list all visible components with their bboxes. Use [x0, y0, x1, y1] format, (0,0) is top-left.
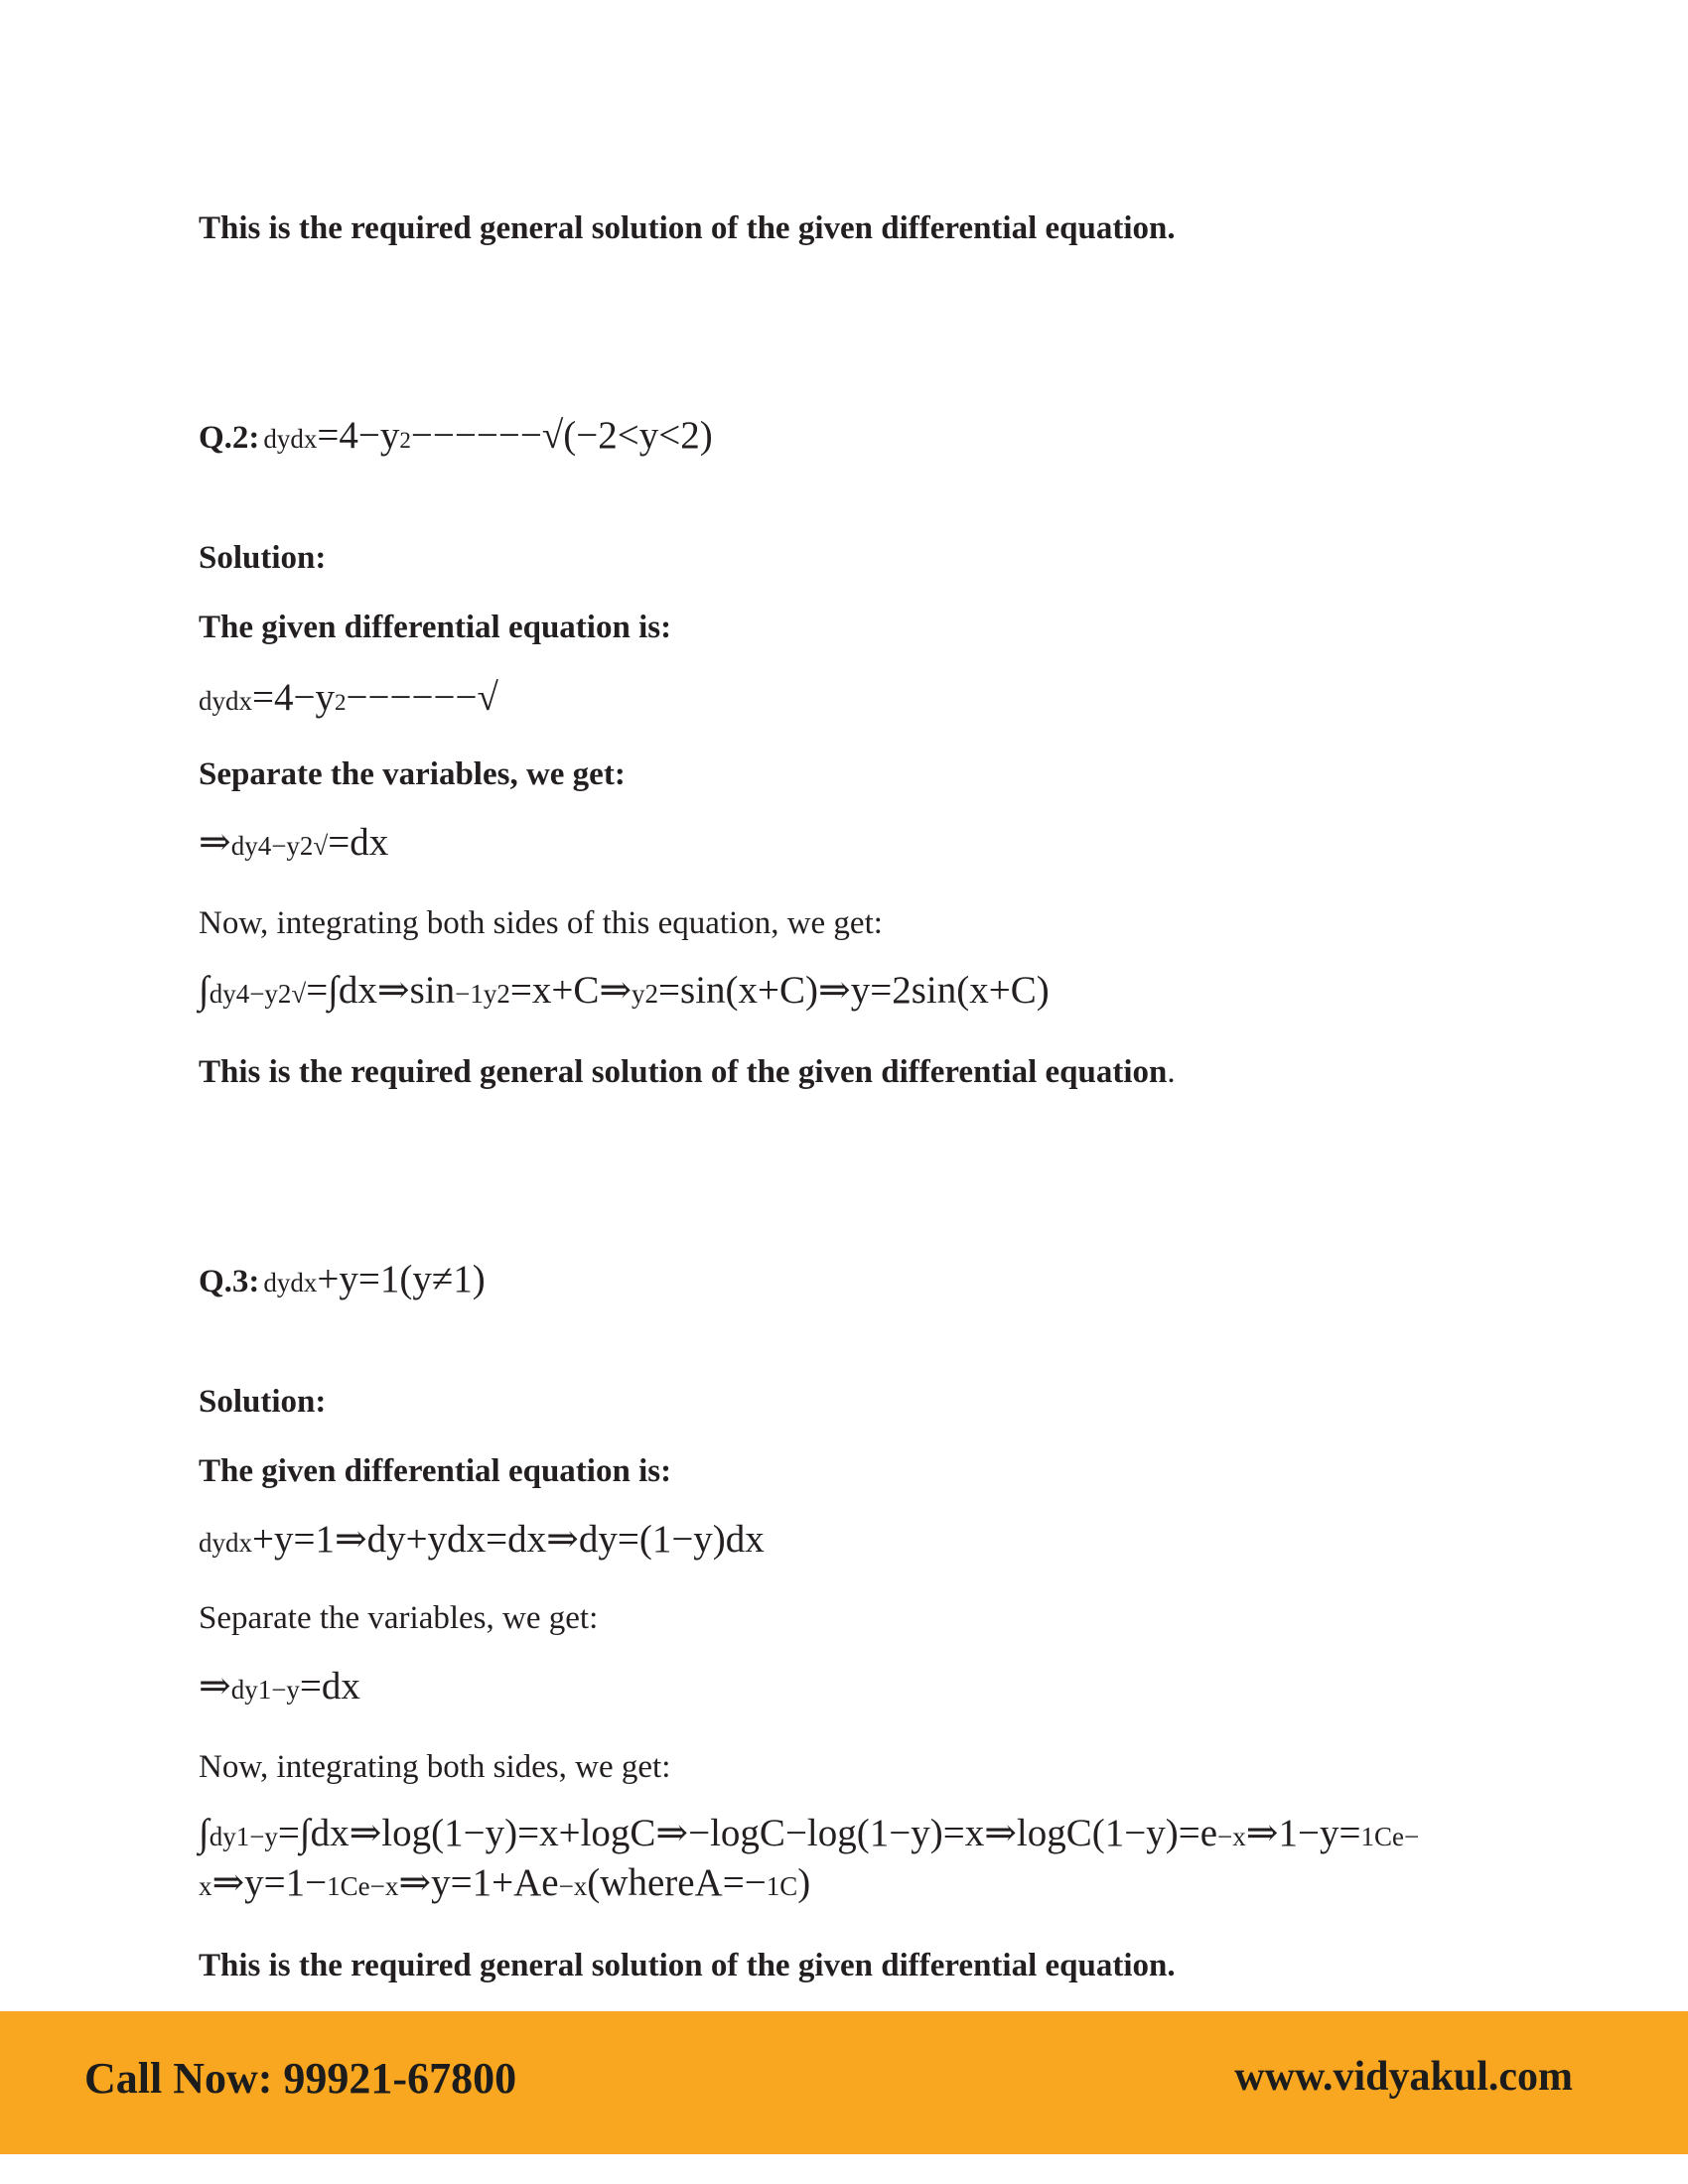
q2-eq3-part-c: =x+C⇒	[509, 969, 633, 1012]
footer-website-link[interactable]: www.vidyakul.com	[1234, 2054, 1573, 2100]
q3-eq2-implies: ⇒	[199, 1665, 231, 1707]
q2-eq1-main: =4−y	[252, 676, 335, 719]
q3-eq2-fraction: dy1−y	[230, 1675, 300, 1705]
q3-equation-3-line-1	[199, 1811, 1419, 1855]
q3-eq3-l2-x: x	[199, 1871, 212, 1901]
q2-question-exp: 2	[399, 428, 411, 453]
footer-phone[interactable]: Call Now: 99921-67800	[84, 2054, 517, 2103]
q2-eq2-fraction: dy4−y2√	[230, 831, 329, 861]
q2-conclusion	[199, 1054, 1176, 1091]
q2-eq1-dydx: dydx	[199, 686, 252, 716]
q3-eq3-frac-1c: 1Ce−	[1360, 1822, 1420, 1851]
q2-eq2-implies: ⇒	[199, 821, 231, 864]
q3-eq3-l2-a: ⇒y=1−	[211, 1861, 328, 1904]
q3-eq3-l2-exp: −x	[558, 1871, 588, 1901]
q3-eq2-rhs: =dx	[299, 1665, 360, 1707]
q3-solution-label: Solution:	[199, 1384, 327, 1420]
q3-eq3-part-c: ⇒1−y=	[1245, 1812, 1361, 1854]
q3-conclusion: This is the required general solution of the given differential equation.	[199, 1948, 1176, 1983]
q3-eq3-exp: −x	[1217, 1822, 1246, 1851]
q3-question-main: +y=1(y≠1)	[317, 1258, 486, 1300]
q3-equation-3-line-2	[199, 1860, 810, 1905]
q3-eq1-main: +y=1⇒dy+ydx=dx⇒dy=(1−y)dx	[252, 1518, 765, 1561]
q2-eq2-rhs: =dx	[328, 821, 389, 864]
q2-label: Q.2:	[199, 420, 260, 456]
q2-integrate-label: Now, integrating both sides of this equation, we get:	[199, 905, 883, 941]
q2-eq3-y2: y2	[632, 979, 659, 1009]
q2-eq3-part-d: =sin(x+C)⇒y=2sin(x+C)	[658, 969, 1050, 1012]
q2-eq3-fraction: dy4−y2√	[209, 979, 307, 1009]
q3-equation-2	[199, 1664, 360, 1708]
q3-question	[199, 1257, 486, 1301]
q2-eq1-rest: −−−−−−√	[346, 676, 498, 719]
q3-eq3-l2-b: ⇒y=1+Ae	[398, 1861, 559, 1904]
q3-given-label: The given differential equation is:	[199, 1453, 672, 1489]
q3-eq3-part-b: =∫dx⇒log(1−y)=x+logC⇒−logC−log(1−y)=x⇒logC(1−y)=e	[277, 1812, 1218, 1854]
footer-banner	[0, 2011, 1688, 2154]
q2-equation-2	[199, 820, 388, 865]
q3-eq1-dydx: dydx	[199, 1528, 252, 1558]
q2-eq3-inverse: −1y2	[455, 979, 510, 1009]
q3-label: Q.3:	[199, 1264, 260, 1299]
q2-solution-label: Solution:	[199, 540, 327, 576]
q3-eq3-fraction: dy1−y	[209, 1822, 278, 1851]
q3-equation-1	[199, 1517, 765, 1562]
q2-question-rest: −−−−−−√(−2<y<2)	[410, 414, 713, 457]
q2-eq1-exp: 2	[335, 690, 347, 715]
q2-conclusion-text: This is the required general solution of the given differential equation	[199, 1054, 1168, 1090]
q2-question-dydx: dydx	[263, 424, 318, 454]
q3-eq3-l2-frac: 1Ce−x	[327, 1871, 399, 1901]
q3-eq3-integral: ∫	[199, 1812, 210, 1854]
q2-separate-label: Separate the variables, we get:	[199, 756, 626, 792]
q1-conclusion: This is the required general solution of the given differential equation.	[199, 210, 1176, 246]
q2-equation-1	[199, 675, 498, 720]
q2-question	[199, 413, 713, 458]
q3-integrate-label: Now, integrating both sides, we get:	[199, 1749, 671, 1785]
q2-eq3-part-b: =∫dx⇒sin	[306, 969, 456, 1012]
q3-eq3-l2-d: )	[797, 1861, 811, 1904]
q2-given-label: The given differential equation is:	[199, 610, 672, 645]
q2-conclusion-period: .	[1167, 1054, 1176, 1090]
q3-eq3-l2-c: (whereA=−	[587, 1861, 767, 1904]
q3-eq3-l2-1c: 1C	[766, 1871, 798, 1901]
q2-question-main: =4−y	[317, 414, 400, 457]
q3-question-dydx: dydx	[263, 1268, 318, 1297]
q2-equation-3	[199, 968, 1050, 1013]
q3-separate-label: Separate the variables, we get:	[199, 1600, 599, 1636]
q2-eq3-integral: ∫	[199, 969, 210, 1012]
